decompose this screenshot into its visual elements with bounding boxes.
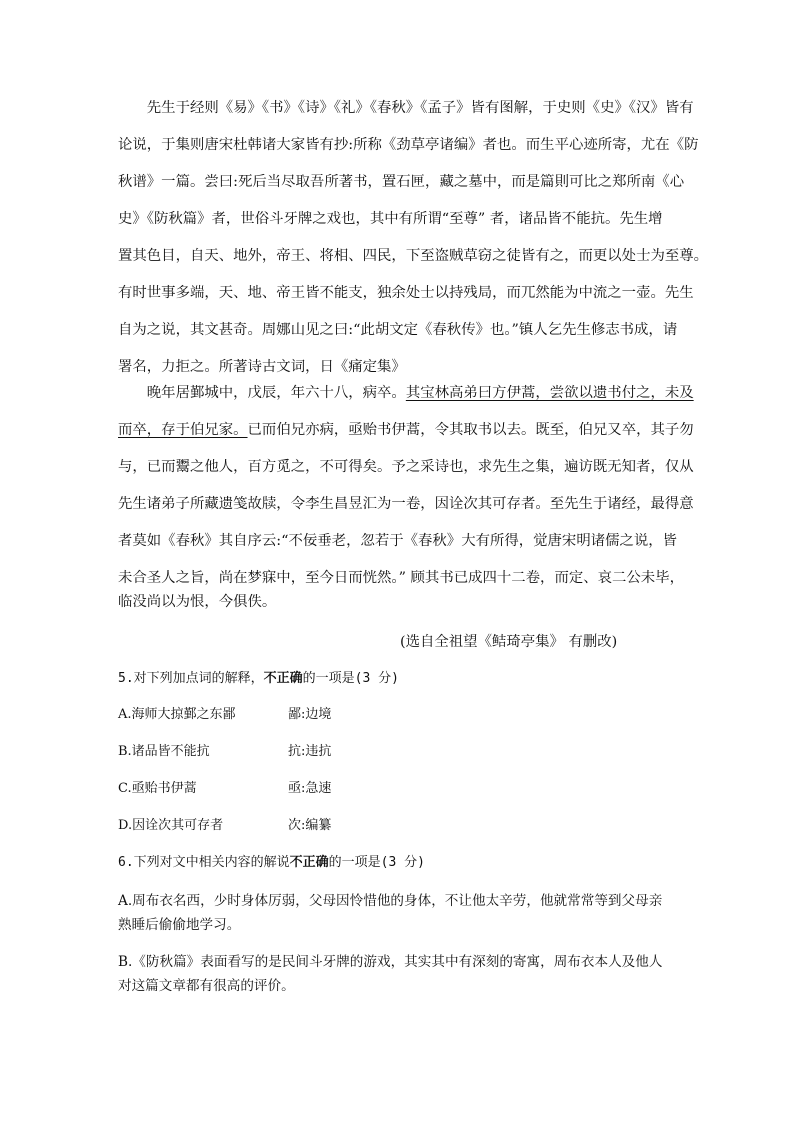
option-gloss: 次:编纂 bbox=[288, 818, 332, 833]
option-line: A.周布衣名西，少时身体厉弱，父母因怜惜他的身体，不让他太辛劳，他就常常等到父母亲 bbox=[118, 893, 663, 909]
passage-line: 自为之说，其文甚奇。周娜山见之曰:“此胡文定《春秋传》也。”镇人乞先生修志书成，请 bbox=[118, 322, 678, 338]
option-gloss: 亟:急速 bbox=[288, 781, 332, 796]
passage-line: 先生于经则《易》《书》《诗》《礼》《春秋》《孟子》皆有图解，于史则《史》《汉》皆有 bbox=[118, 100, 694, 116]
passage-line: 临没尚以为恨，今俱佚。 bbox=[118, 594, 277, 610]
option-phrase: D.因诠次其可存者 bbox=[118, 818, 224, 833]
q5-option-d bbox=[118, 816, 331, 836]
q5-option-a bbox=[118, 705, 331, 725]
source-citation: (选自全祖望《鲒琦亭集》 有删改) bbox=[400, 634, 618, 650]
passage-line: 与，已而鬻之他人，百方觅之，不可得矣。予之采诗也，求先生之集，遍访既无知者，仅从 bbox=[118, 459, 694, 475]
question-text: 6.下列对文中相关内容的解说 bbox=[118, 855, 290, 870]
passage-line: 史》《防秋篇》者，世俗斗牙牌之戏也，其中有所谓“至尊” 者，诸品皆不能抗。先生增 bbox=[118, 211, 663, 227]
underlined-text: 其宝林高弟曰方伊蒿，尝欲以遗书付之，未及 bbox=[405, 385, 694, 401]
question-6-title bbox=[118, 853, 425, 873]
passage-paragraph-2 bbox=[118, 382, 694, 628]
passage-line: 未合圣人之旨，尚在梦寐中，至今日而恍然。” 顾其书已成四十二卷，而定、哀二公未毕， bbox=[118, 570, 684, 586]
passage-line: 署名，力拒之。所著诗古文词，日《痛定集》 bbox=[118, 359, 406, 375]
q5-option-b bbox=[118, 742, 331, 762]
passage-line: 有时世事多端，天、地、帝王皆不能支，独余处士以持残局，而兀然能为中流之一壶。先生 bbox=[118, 285, 694, 301]
passage-line: 先生诸弟子所藏遗笺故牍，令李生昌昱汇为一卷，因诠次其可存者。至先生于诸经，最得意 bbox=[118, 496, 694, 512]
passage-line: 论说，于集则唐宋杜韩诸大家皆有抄:所称《劲草亭诸编》者也。而生平心迹所寄，尤在《防 bbox=[118, 137, 699, 153]
q5-option-c bbox=[118, 779, 331, 799]
option-line: 对这篇文章都有很高的评价。 bbox=[118, 978, 295, 994]
emphasis-text: 不正确 bbox=[263, 671, 303, 686]
passage-line: 者莫如《春秋》其自序云:“不佞垂老，忽若于《春秋》大有所得，觉唐宋明诸儒之说，皆 bbox=[118, 533, 678, 549]
option-phrase: A.海师大掠鄞之东鄙 bbox=[118, 707, 236, 722]
emphasis-text: 不正确 bbox=[289, 855, 329, 870]
option-line: 熟睡后偷偷地学习。 bbox=[118, 917, 241, 933]
passage-text: 晚年居鄞城中，戊辰，年六十八，病卒。 bbox=[118, 385, 406, 401]
option-gloss: 抗:违抗 bbox=[288, 744, 332, 759]
question-text: 5.对下列加点词的解释， bbox=[118, 671, 264, 686]
option-phrase: B.诸品皆不能抗 bbox=[118, 744, 210, 759]
question-5-title bbox=[118, 669, 399, 689]
passage-line bbox=[118, 382, 694, 419]
passage-text: 已而伯兄亦病，亟贻书伊蒿，令其取书以去。既至，伯兄又卒，其子勿 bbox=[247, 422, 694, 438]
option-gloss: 鄙:边境 bbox=[288, 707, 332, 722]
option-line: B.《防秋篇》表面看写的是民间斗牙牌的游戏，其实其中有深刻的寄寓，周布衣本人及他人 bbox=[118, 954, 663, 970]
q6-option-a bbox=[118, 889, 678, 937]
passage-line bbox=[118, 419, 694, 456]
question-text: 的一项是(3 分) bbox=[328, 855, 425, 870]
passage-line: 置其色目，自天、地外，帝王、将相、四民，下至盗贼草窃之徒皆有之，而更以处士为至尊。 bbox=[118, 248, 709, 264]
passage-line: 秋谱》一篇。尝曰:死后当尽取吾所著书，置石匣，藏之墓中，而是篇則可比之郑所南《心 bbox=[118, 174, 685, 190]
question-text: 的一项是(3 分) bbox=[302, 671, 399, 686]
underlined-text: 而卒，存于伯兄家。 bbox=[118, 422, 248, 438]
option-phrase: C.亟贻书伊蒿 bbox=[118, 781, 197, 796]
q6-option-b bbox=[118, 950, 678, 998]
